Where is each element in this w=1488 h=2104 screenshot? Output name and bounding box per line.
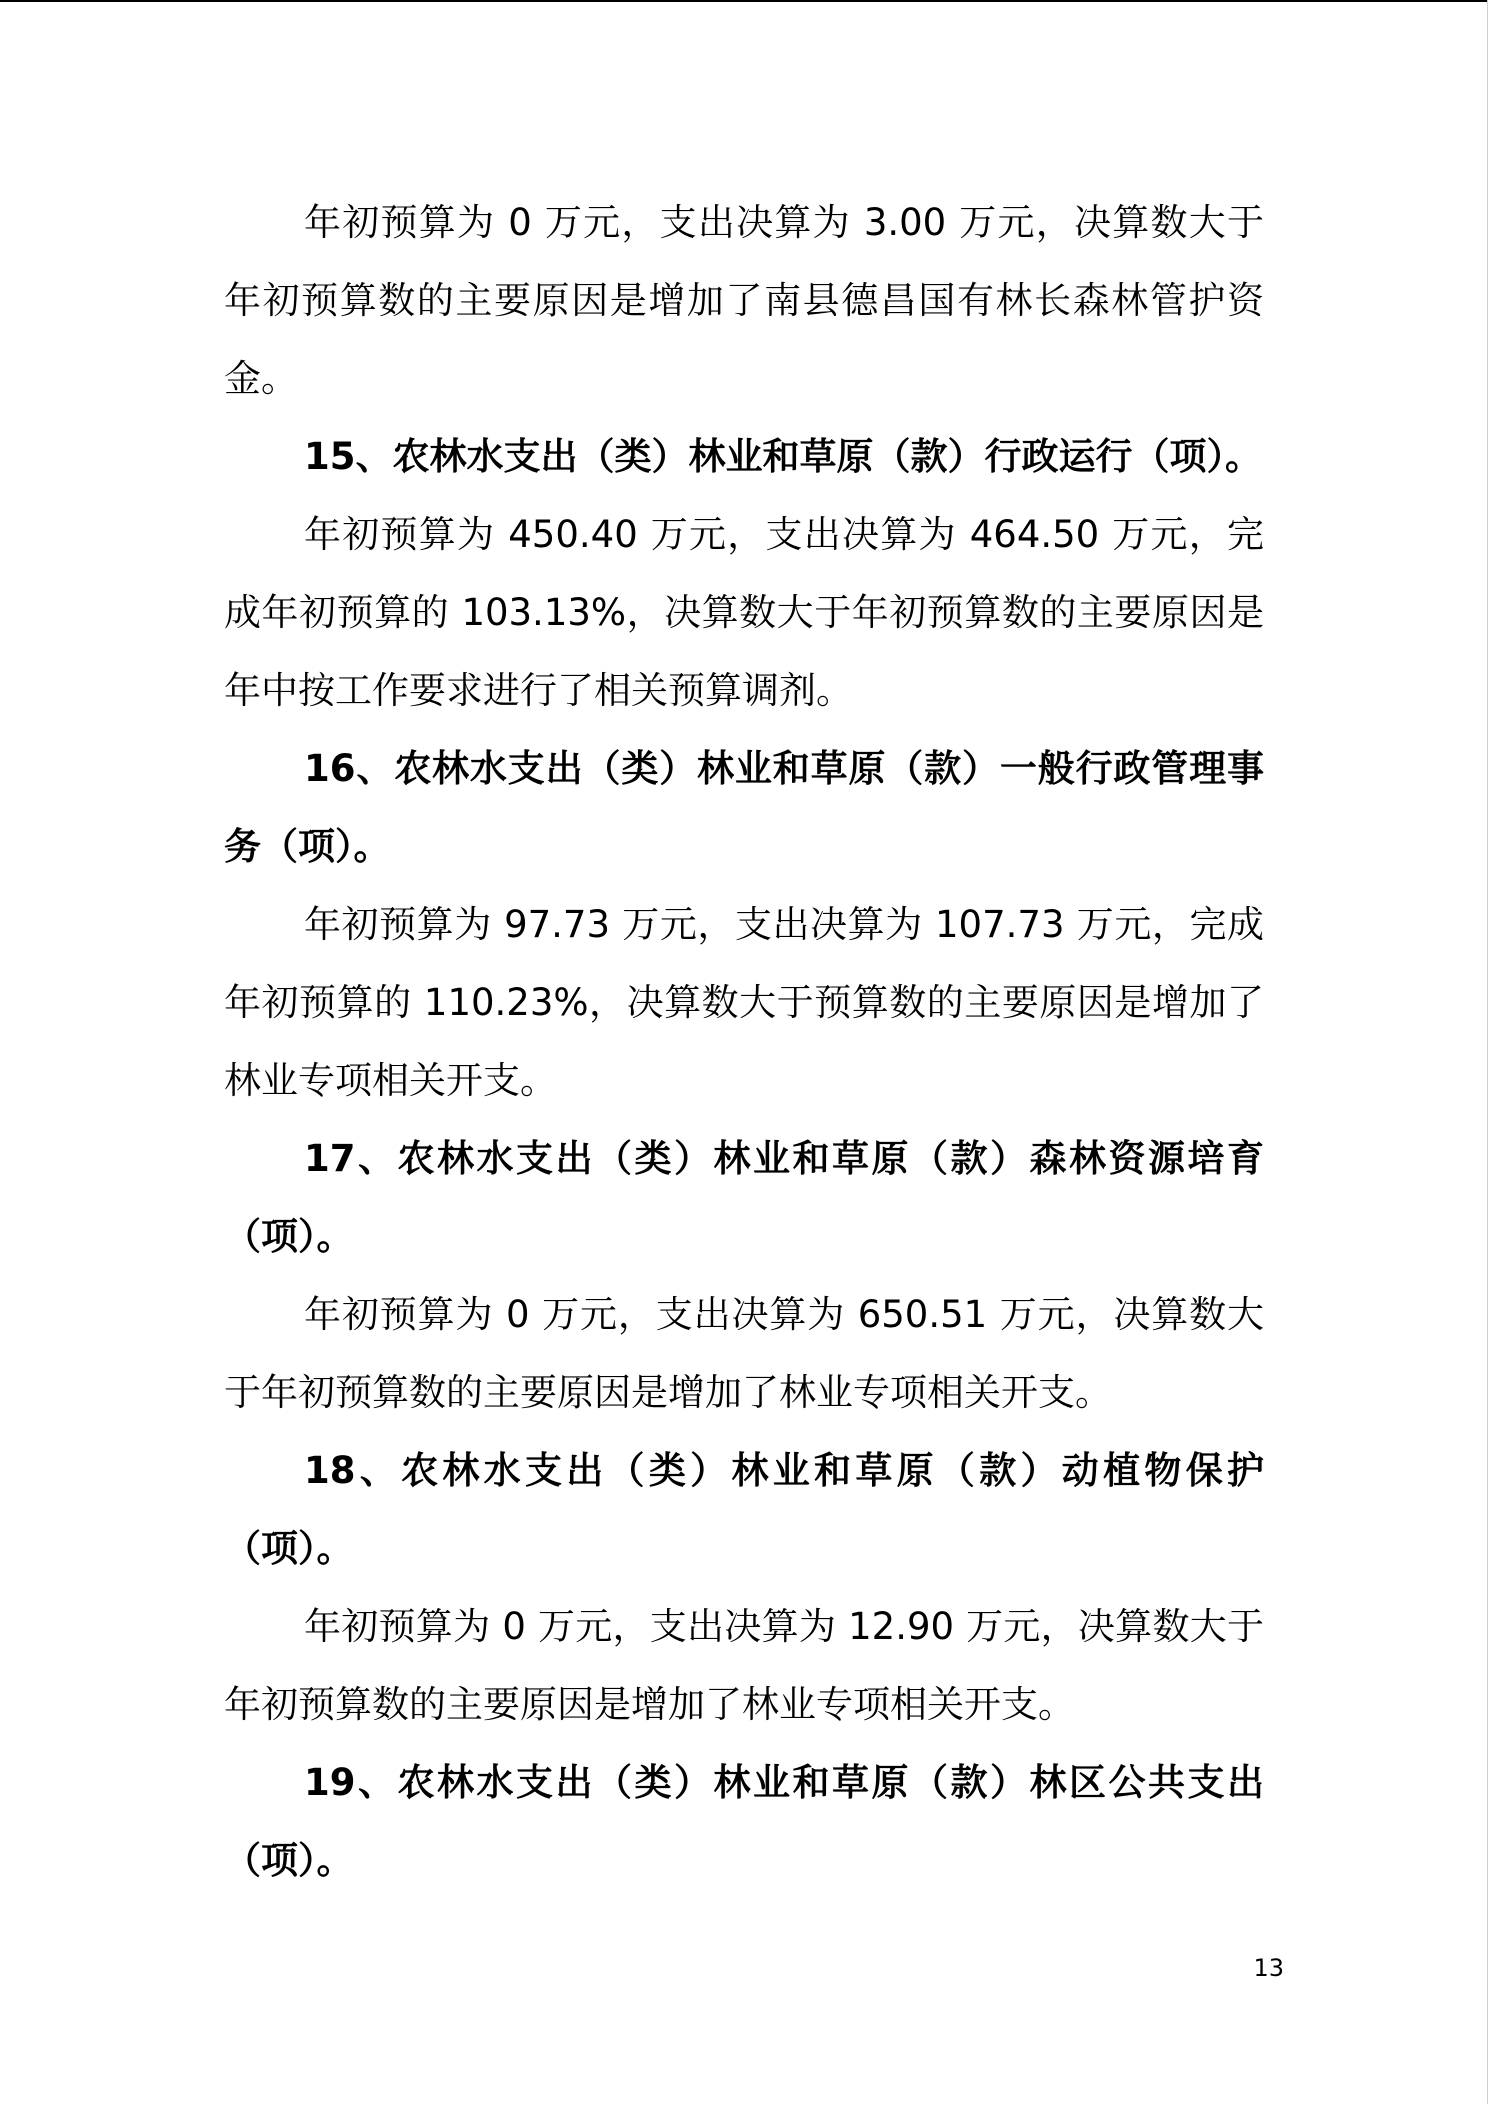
heading-item-16: 16、农林水支出（类）林业和草原（款）一般行政管理事务（项）。 bbox=[224, 747, 1264, 868]
paragraph-budget-3-00: 年初预算为 0 万元，支出决算为 3.00 万元，决算数大于年初预算数的主要原因是增加了南县德昌国有林长森林管护资金。 bbox=[224, 201, 1264, 400]
paragraph-budget-107-73: 年初预算为 97.73 万元，支出决算为 107.73 万元，完成年初预算的 110.23%，决算数大于预算数的主要原因是增加了林业专项相关开支。 bbox=[224, 903, 1264, 1102]
page-number: 13 bbox=[1253, 1954, 1284, 1982]
paragraph-budget-650-51: 年初预算为 0 万元，支出决算为 650.51 万元，决算数大于年初预算数的主要原因是增加了林业专项相关开支。 bbox=[224, 1293, 1264, 1414]
heading-item-18: 18、农林水支出（类）林业和草原（款）动植物保护（项）。 bbox=[224, 1449, 1264, 1570]
document-body bbox=[224, 184, 1264, 1900]
heading-item-17: 17、农林水支出（类）林业和草原（款）森林资源培育（项）。 bbox=[224, 1137, 1264, 1258]
heading-item-15: 15、农林水支出（类）林业和草原（款）行政运行（项）。 bbox=[304, 435, 1262, 478]
page-top-border bbox=[0, 0, 1488, 2]
paragraph-budget-464-50: 年初预算为 450.40 万元，支出决算为 464.50 万元，完成年初预算的 103.13%，决算数大于年初预算数的主要原因是年中按工作要求进行了相关预算调剂。 bbox=[224, 513, 1264, 712]
heading-item-19: 19、农林水支出（类）林业和草原（款）林区公共支出（项）。 bbox=[224, 1761, 1264, 1882]
paragraph-budget-12-90: 年初预算为 0 万元，支出决算为 12.90 万元，决算数大于年初预算数的主要原因是增加了林业专项相关开支。 bbox=[224, 1605, 1264, 1726]
